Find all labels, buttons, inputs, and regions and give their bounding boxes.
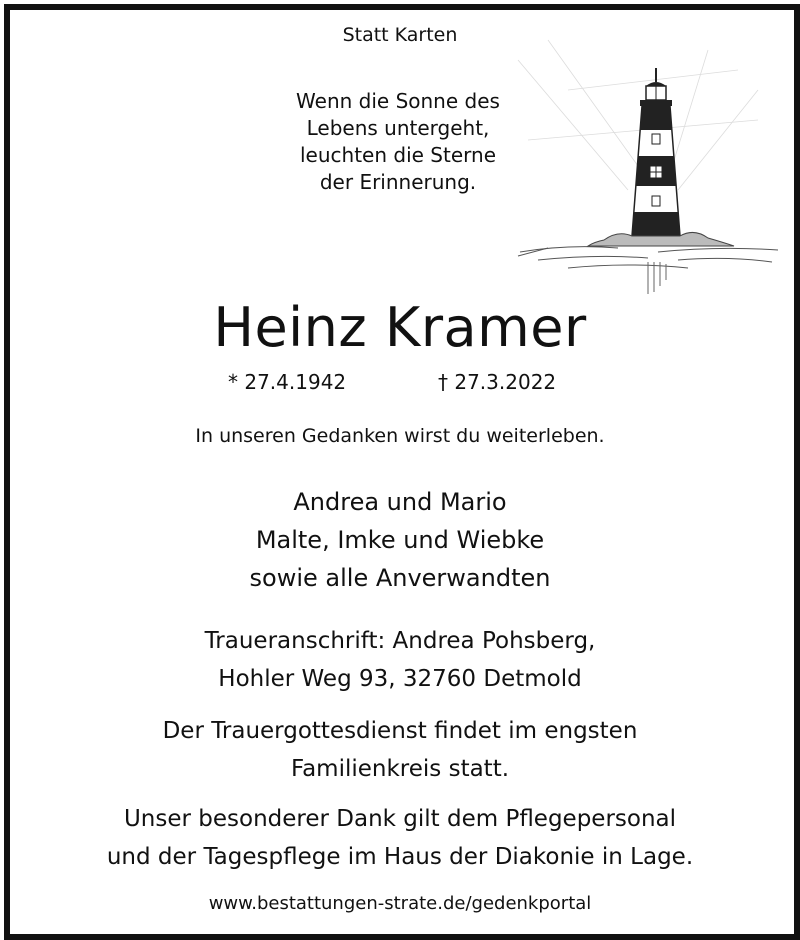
birth-date: * 27.4.1942 <box>228 370 347 394</box>
family-block <box>0 483 800 597</box>
mourning-address <box>0 622 800 698</box>
family-line: Andrea und Mario <box>293 488 507 516</box>
death-date: † 27.3.2022 <box>438 370 557 394</box>
deceased-name: Heinz Kramer <box>213 296 587 359</box>
address-line: Traueranschrift: Andrea Pohsberg, <box>204 628 596 654</box>
thanks-line: Unser besonderer Dank gilt dem Pflegepersonal <box>123 806 677 832</box>
service-line: Der Trauergottesdienst findet im engsten <box>162 718 638 744</box>
family-line: Malte, Imke und Wiebke <box>255 526 545 554</box>
statt-karten-label: Statt Karten <box>342 24 458 46</box>
motto-line: leuchten die Sterne <box>300 143 496 167</box>
lighthouse-icon <box>508 30 784 300</box>
motto-line: Wenn die Sonne des <box>296 89 500 113</box>
thanks-line: und der Tagespflege im Haus der Diakonie in Lage. <box>106 844 694 870</box>
memorial-portal-link[interactable]: www.bestattungen-strate.de/gedenkportal <box>208 893 592 914</box>
motto-line: Lebens untergeht, <box>306 116 490 140</box>
service-line: Familienkreis statt. <box>290 756 510 782</box>
remembrance-line: In unseren Gedanken wirst du weiterleben. <box>195 425 605 447</box>
motto-line: der Erinnerung. <box>319 170 477 194</box>
motto-verse <box>248 88 548 196</box>
thanks-note <box>0 800 800 876</box>
address-line: Hohler Weg 93, 32760 Detmold <box>218 666 582 692</box>
family-line: sowie alle Anverwandten <box>249 564 551 592</box>
funeral-service-note <box>0 712 800 788</box>
